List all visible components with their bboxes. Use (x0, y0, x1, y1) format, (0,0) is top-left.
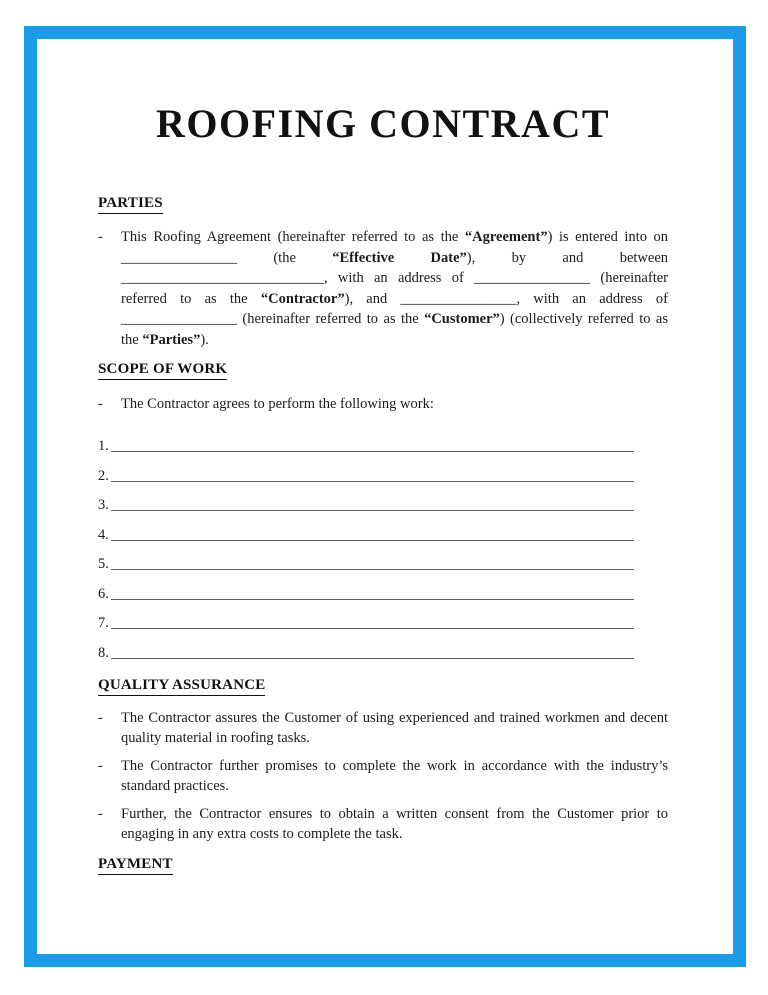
bullet-dash: - (98, 805, 103, 822)
blank-fill-line (111, 569, 634, 570)
work-line-number: 7. (98, 615, 109, 631)
blank-fill-line (111, 540, 634, 541)
work-line-4 (98, 514, 634, 544)
section-heading-scope-of-work: SCOPE OF WORK (98, 361, 668, 380)
blank-fill-line (111, 451, 634, 452)
work-line-8 (98, 632, 634, 662)
bullet-dash: - (98, 709, 103, 726)
section-heading-payment: PAYMENT (98, 856, 668, 875)
work-line-2 (98, 455, 634, 485)
quality-bullet-text: The Contractor assures the Customer of using experienced and trained workmen and decent quality material in roofing tasks. (121, 709, 668, 746)
work-line-7 (98, 603, 634, 633)
page-title: ROOFING CONTRACT (155, 101, 611, 146)
work-line-1 (98, 426, 634, 456)
work-item-list (98, 426, 634, 662)
blank-fill-line (111, 510, 634, 511)
work-line-5 (98, 544, 634, 574)
blank-fill-line (111, 481, 634, 482)
blank-fill-line (111, 628, 634, 629)
work-line-number: 6. (98, 585, 109, 602)
bullet-dash: - (98, 757, 103, 774)
work-line-number: 3. (98, 497, 109, 513)
work-line-3 (98, 485, 634, 515)
bullet-dash: - (98, 229, 103, 245)
quality-bullet-1 (98, 708, 668, 749)
quality-bullet-2 (98, 756, 668, 797)
blank-fill-line (111, 658, 634, 659)
scope-intro (98, 394, 668, 415)
page-border-frame (24, 26, 746, 967)
bullet-dash: - (98, 396, 103, 412)
parties-paragraph (98, 227, 668, 350)
blank-fill-line (111, 599, 634, 600)
quality-bullet-text: Further, the Contractor ensures to obtain a written consent from the Customer prior to engaging in any extra costs to complete the task. (121, 805, 668, 842)
scope-intro-text: The Contractor agrees to perform the following work: (121, 396, 434, 412)
quality-bullet-3 (98, 804, 668, 845)
work-line-number: 1. (98, 438, 109, 454)
work-line-6 (98, 573, 634, 603)
section-heading-parties: PARTIES (98, 195, 668, 214)
work-line-number: 8. (98, 644, 109, 661)
quality-bullet-text: The Contractor further promises to complete the work in accordance with the industry’s standard practices. (121, 757, 668, 794)
work-line-number: 2. (98, 467, 109, 484)
parties-paragraph-text: This Roofing Agreement (hereinafter referred to as the “Agreement”) is entered into on ________________ (the “Effective Date”), by and between ____________________________, with an address of ________________ (hereinafter referred to as the “Contractor”), and ________________, with an address of ________________ (hereinafter referred to as the “Customer”) (collectively referred to as the “Parties”). (121, 229, 669, 348)
page-content (37, 101, 733, 995)
work-line-number: 4. (98, 526, 109, 543)
work-line-number: 5. (98, 556, 109, 572)
section-heading-quality-assurance: QUALITY ASSURANCE (98, 677, 668, 696)
